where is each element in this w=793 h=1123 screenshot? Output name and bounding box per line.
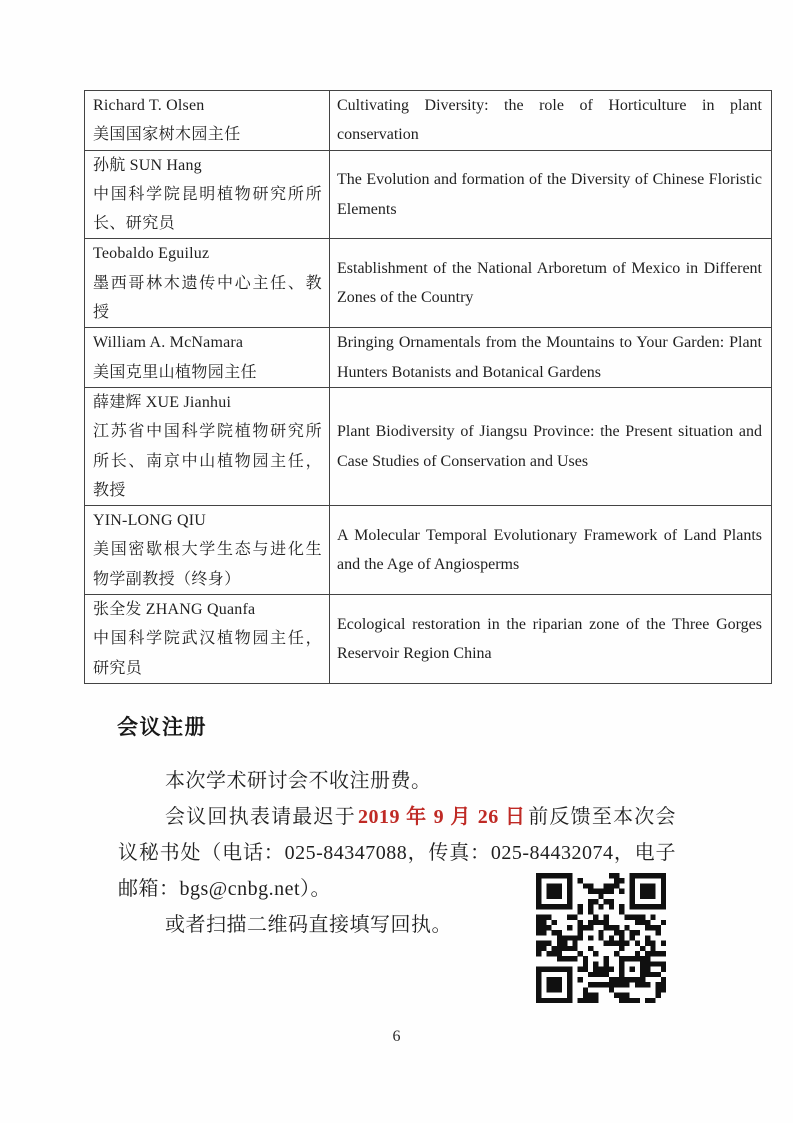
speaker-cell [85, 387, 330, 505]
speaker-cell [85, 239, 330, 328]
talk-title-cell: The Evolution and formation of the Diversity of Chinese Floristic Elements [330, 150, 772, 239]
speaker-affiliation: 江苏省中国科学院植物研究所所长、南京中山植物园主任，教授 [93, 423, 322, 499]
speakers-table [84, 90, 772, 684]
speaker-affiliation: 墨西哥林木遗传中心主任、教授 [93, 274, 322, 322]
speaker-cell [85, 328, 330, 388]
deadline-date: 2019 年 9 月 26 日 [357, 806, 527, 828]
talk-title-cell: Cultivating Diversity: the role of Horticulture in plant conservation [330, 91, 772, 151]
speaker-cell [85, 595, 330, 684]
table-row [85, 387, 772, 505]
speaker-name: Teobaldo Eguiluz [93, 245, 210, 263]
talk-title-cell: A Molecular Temporal Evolutionary Framework of Land Plants and the Age of Angiosperms [330, 506, 772, 595]
table-row [85, 91, 772, 151]
speaker-name: 孙航 SUN Hang [93, 156, 202, 174]
speaker-cell [85, 91, 330, 151]
speaker-affiliation: 美国克里山植物园主任 [93, 363, 258, 381]
speaker-affiliation: 美国密歇根大学生态与进化生物学副教授（终身） [93, 541, 322, 588]
page-number: 6 [392, 1028, 401, 1045]
speaker-name: 张全发 ZHANG Quanfa [93, 601, 256, 619]
table-row [85, 328, 772, 388]
talk-title-cell: Plant Biodiversity of Jiangsu Province: the Present situation and Case Studies of Conservation and Uses [330, 387, 772, 505]
reply-suffix: 前反馈至本次会议秘书处（电话：025-84347088，传真：025-84432074，电子邮箱：bgs@cnbg.net）。 [118, 806, 677, 900]
speaker-affiliation: 中国科学院武汉植物园主任，研究员 [93, 630, 322, 677]
paragraph-no-fee: 本次学术研讨会不收注册费。 [165, 770, 432, 792]
speaker-cell [85, 150, 330, 239]
table-row [85, 150, 772, 239]
speaker-name: 薛建辉 XUE Jianhui [93, 393, 232, 411]
speaker-affiliation: 中国科学院昆明植物研究所所长、研究员 [93, 185, 322, 233]
table-row [85, 239, 772, 328]
paragraph-scan-qr: 或者扫描二维码直接填写回执。 [165, 914, 452, 936]
speaker-name: William A. McNamara [93, 334, 244, 352]
speaker-affiliation: 美国国家树木园主任 [93, 126, 241, 144]
registration-qr-code [536, 873, 666, 1003]
table-row [85, 506, 772, 595]
table-row [85, 595, 772, 684]
talk-title-cell: Establishment of the National Arboretum of Mexico in Different Zones of the Country [330, 239, 772, 328]
section-heading-registration: 会议注册 [117, 716, 207, 739]
talk-title-cell: Ecological restoration in the riparian zone of the Three Gorges Reservoir Region China [330, 595, 772, 684]
reply-prefix: 会议回执表请最迟于 [165, 806, 356, 828]
speaker-cell [85, 506, 330, 595]
speaker-name: YIN-LONG QIU [93, 512, 207, 530]
talk-title-cell: Bringing Ornamentals from the Mountains to Your Garden: Plant Hunters Botanists and Botanical Gardens [330, 328, 772, 388]
speaker-name: Richard T. Olsen [93, 97, 205, 114]
